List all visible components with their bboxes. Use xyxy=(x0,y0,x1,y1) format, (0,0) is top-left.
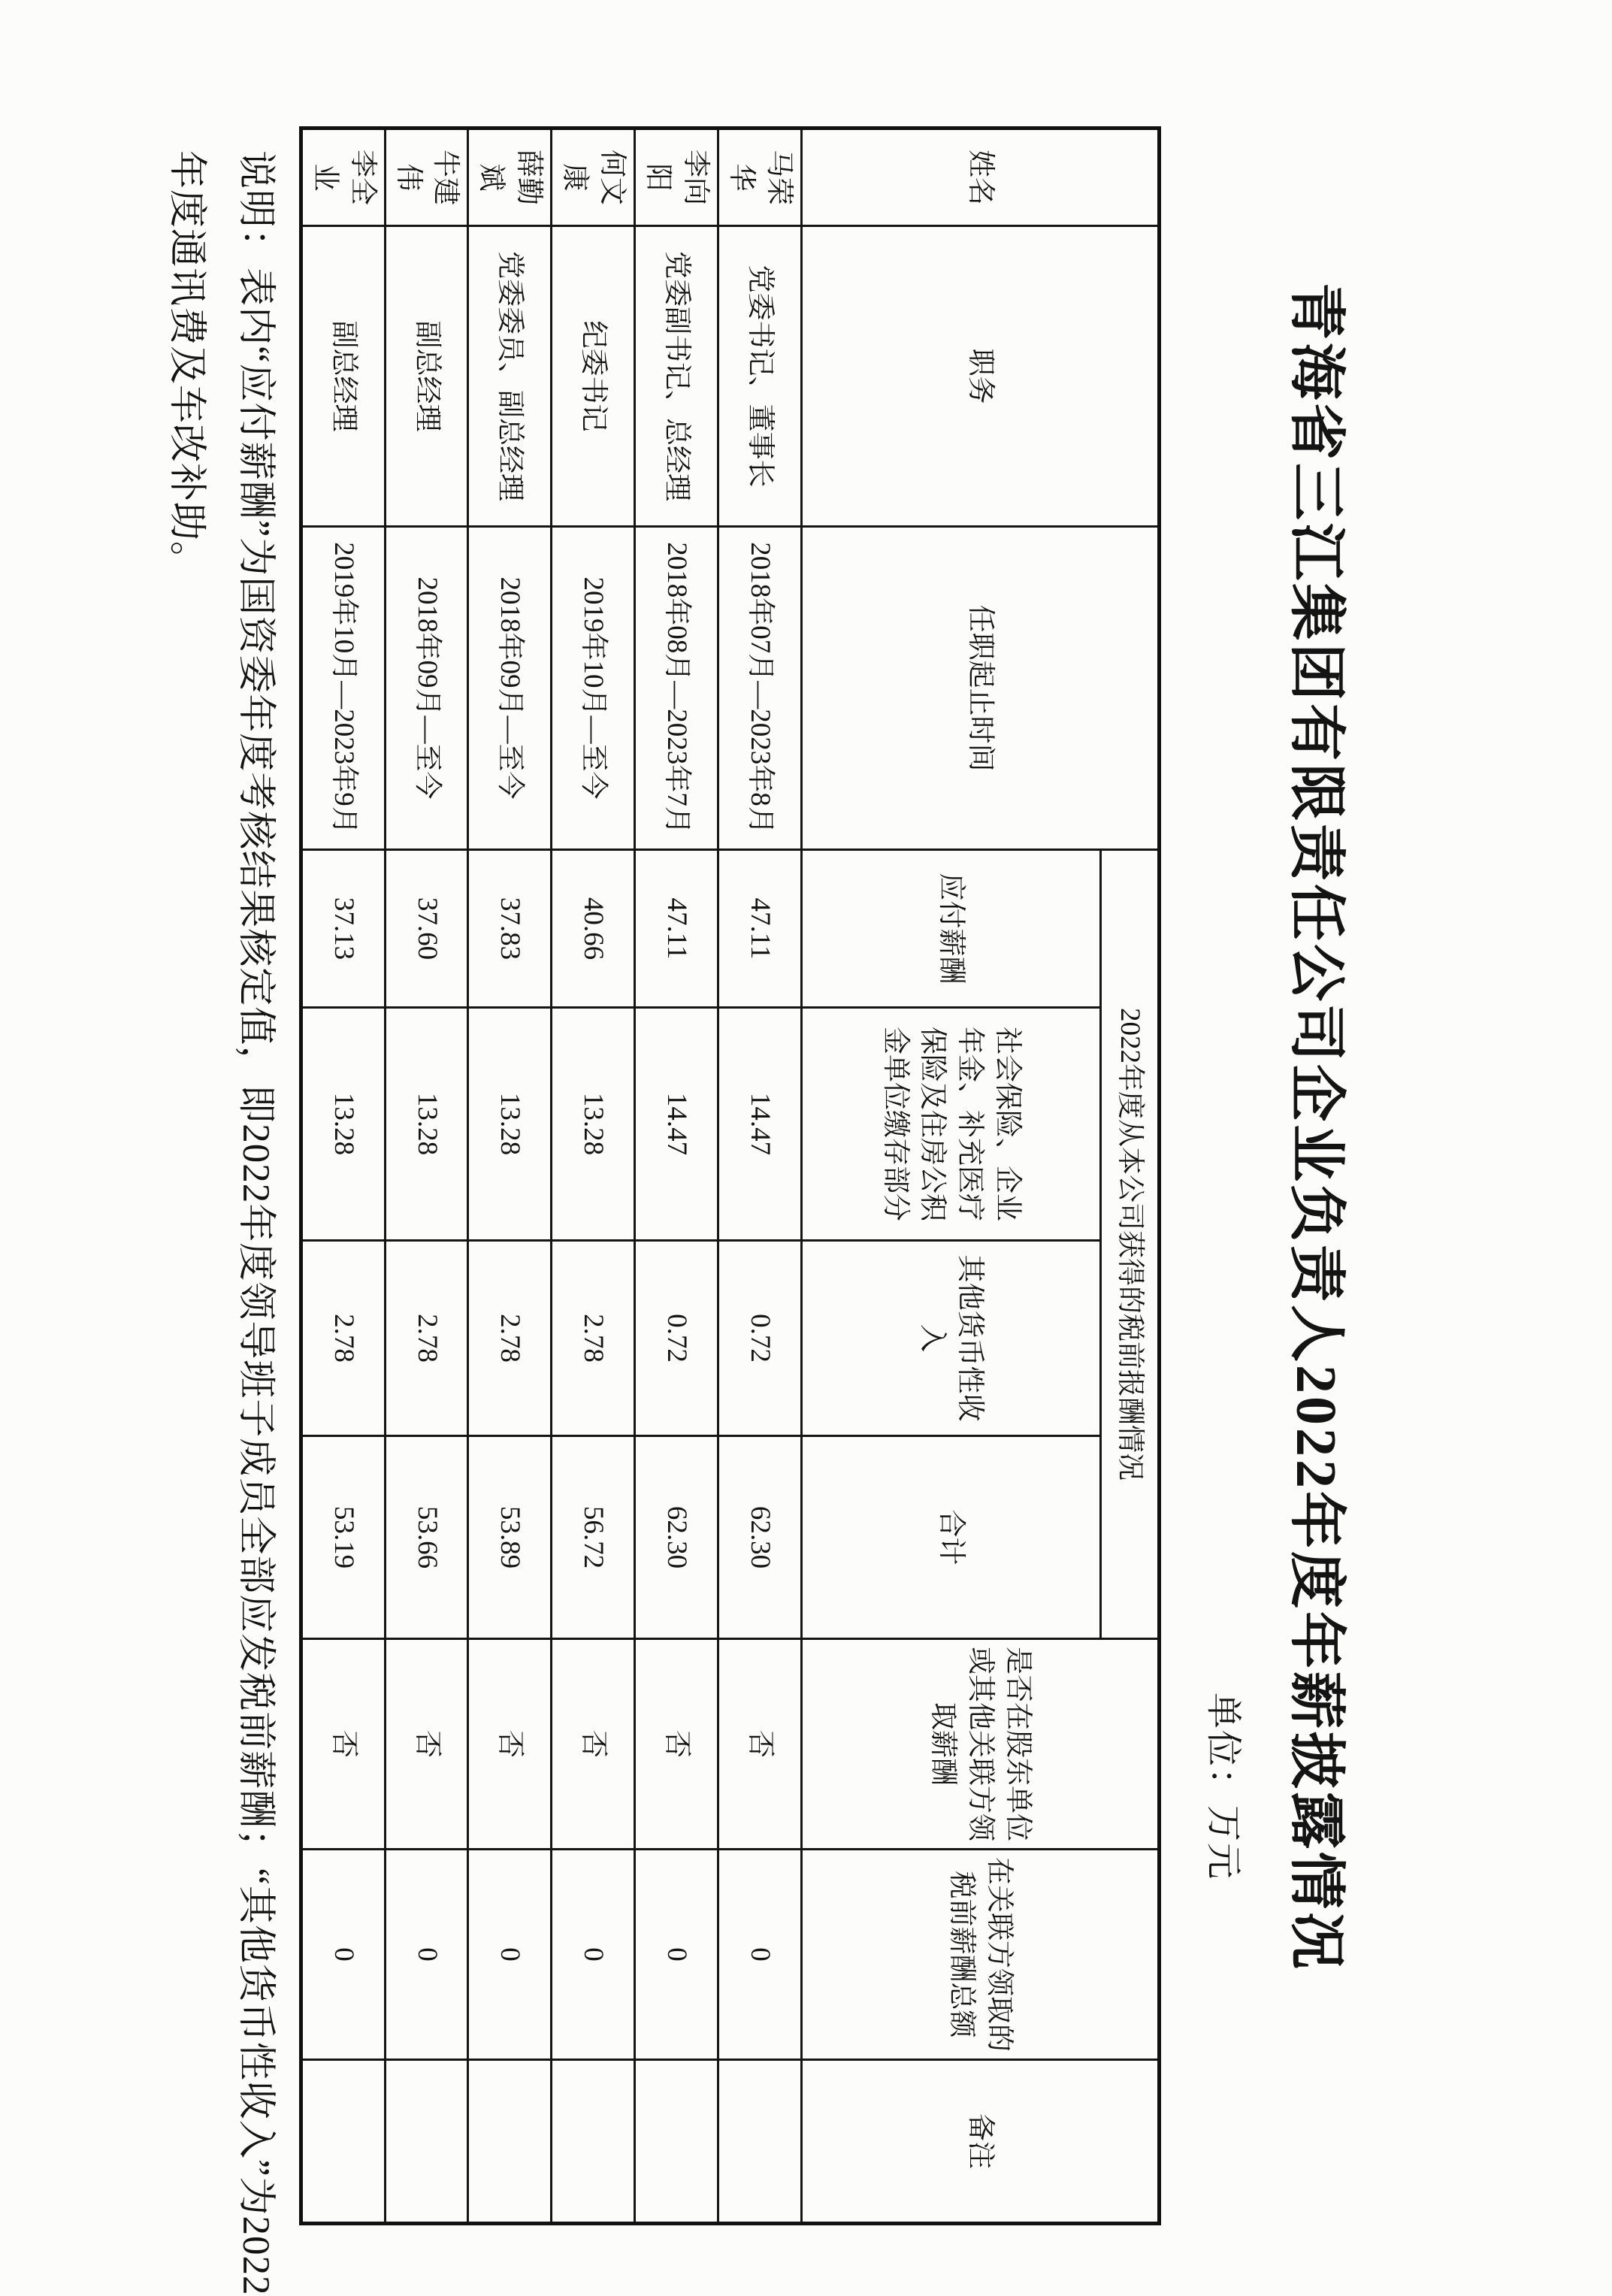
table-row xyxy=(301,129,385,2224)
cell-remark xyxy=(635,2060,718,2224)
cell-remark xyxy=(301,2060,385,2224)
cell-position: 党委副书记、总经理 xyxy=(635,226,718,527)
cell-payable: 37.60 xyxy=(385,850,468,1008)
cell-payable: 40.66 xyxy=(552,850,635,1008)
table-row xyxy=(718,129,802,2224)
cell-related-amount: 0 xyxy=(301,1850,385,2060)
cell-remark xyxy=(385,2060,468,2224)
salary-table xyxy=(299,126,1161,2225)
table-row xyxy=(385,129,468,2224)
cell-other-income: 2.78 xyxy=(552,1241,635,1436)
cell-related-amount: 0 xyxy=(635,1850,718,2060)
cell-position: 副总经理 xyxy=(385,226,468,527)
cell-term: 2019年10月—至今 xyxy=(552,527,635,850)
cell-insurance: 13.28 xyxy=(385,1008,468,1241)
cell-payable: 37.13 xyxy=(301,850,385,1008)
cell-insurance: 13.28 xyxy=(552,1008,635,1241)
cell-payable: 47.11 xyxy=(635,850,718,1008)
cell-other-income: 2.78 xyxy=(468,1241,552,1436)
unit-label: 单位：万元 xyxy=(1203,1693,1243,1881)
cell-in-related: 否 xyxy=(301,1639,385,1850)
cell-insurance: 13.28 xyxy=(301,1008,385,1241)
cell-other-income: 0.72 xyxy=(635,1241,718,1436)
header-position: 职务 xyxy=(802,226,1160,527)
cell-total: 53.19 xyxy=(301,1436,385,1639)
cell-term: 2019年10月—2023年9月 xyxy=(301,527,385,850)
header-payable: 应付薪酬 xyxy=(802,850,1101,1008)
cell-payable: 47.11 xyxy=(718,850,802,1008)
cell-remark xyxy=(718,2060,802,2224)
footnote-line-2: 年度通讯费及车改补助。 xyxy=(165,150,207,581)
cell-in-related: 否 xyxy=(552,1639,635,1850)
cell-related-amount: 0 xyxy=(552,1850,635,2060)
cell-total: 53.89 xyxy=(468,1436,552,1639)
cell-total: 56.72 xyxy=(552,1436,635,1639)
header-in-related: 是否在股东单位或其他关联方领取薪酬 xyxy=(802,1639,1160,1850)
cell-total: 53.66 xyxy=(385,1436,468,1639)
cell-other-income: 2.78 xyxy=(385,1241,468,1436)
cell-name: 薛勤斌 xyxy=(468,129,552,226)
cell-total: 62.30 xyxy=(635,1436,718,1639)
cell-insurance: 14.47 xyxy=(635,1008,718,1241)
cell-position: 纪委书记 xyxy=(552,226,635,527)
cell-name: 马荣华 xyxy=(718,129,802,226)
cell-in-related: 否 xyxy=(385,1639,468,1850)
cell-name: 李全业 xyxy=(301,129,385,226)
header-insurance: 社会保险、企业年金、补充医疗保险及住房公积金单位缴存部分 xyxy=(802,1008,1101,1241)
header-row-1 xyxy=(1101,129,1160,2224)
cell-in-related: 否 xyxy=(468,1639,552,1850)
cell-position: 副总经理 xyxy=(301,226,385,527)
salary-table-body xyxy=(301,129,1159,2224)
header-term: 任职起止时间 xyxy=(802,527,1160,850)
cell-position: 党委书记、董事长 xyxy=(718,226,802,527)
header-group-2022: 2022年度从本公司获得的税前报酬情况 xyxy=(1101,850,1160,1639)
cell-term: 2018年07月—2023年8月 xyxy=(718,527,802,850)
cell-total: 62.30 xyxy=(718,1436,802,1639)
cell-position: 党委委员、副总经理 xyxy=(468,226,552,527)
cell-other-income: 2.78 xyxy=(301,1241,385,1436)
cell-term: 2018年09月—至今 xyxy=(468,527,552,850)
header-related-amount: 在关联方领取的税前薪酬总额 xyxy=(802,1850,1160,2060)
cell-insurance: 14.47 xyxy=(718,1008,802,1241)
cell-payable: 37.83 xyxy=(468,850,552,1008)
header-name: 姓名 xyxy=(802,129,1160,226)
footnote xyxy=(150,150,288,2296)
table-row xyxy=(635,129,718,2224)
cell-related-amount: 0 xyxy=(468,1850,552,2060)
cell-name: 牛建伟 xyxy=(385,129,468,226)
page-title: 青海省三江集团有限责任公司企业负责人2022年度年薪披露情况 xyxy=(1284,283,1347,1972)
cell-remark xyxy=(552,2060,635,2224)
table-row xyxy=(468,129,552,2224)
header-remark: 备注 xyxy=(802,2060,1160,2224)
cell-name: 何文康 xyxy=(552,129,635,226)
header-total: 合计 xyxy=(802,1436,1101,1639)
header-other-income: 其他货币性收入 xyxy=(802,1241,1101,1436)
cell-name: 李向阳 xyxy=(635,129,718,226)
cell-term: 2018年08月—2023年7月 xyxy=(635,527,718,850)
cell-related-amount: 0 xyxy=(718,1850,802,2060)
cell-remark xyxy=(468,2060,552,2224)
cell-in-related: 否 xyxy=(718,1639,802,1850)
cell-insurance: 13.28 xyxy=(468,1008,552,1241)
table-row xyxy=(552,129,635,2224)
cell-other-income: 0.72 xyxy=(718,1241,802,1436)
footnote-line-1: 说明：表内“应付薪酬”为国资委年度考核结果核定值，即2022年度领导班子成员全部应发税前薪酬；“其他货币性收入”为2022 xyxy=(234,150,277,2296)
cell-term: 2018年09月—至今 xyxy=(385,527,468,850)
cell-in-related: 否 xyxy=(635,1639,718,1850)
cell-related-amount: 0 xyxy=(385,1850,468,2060)
